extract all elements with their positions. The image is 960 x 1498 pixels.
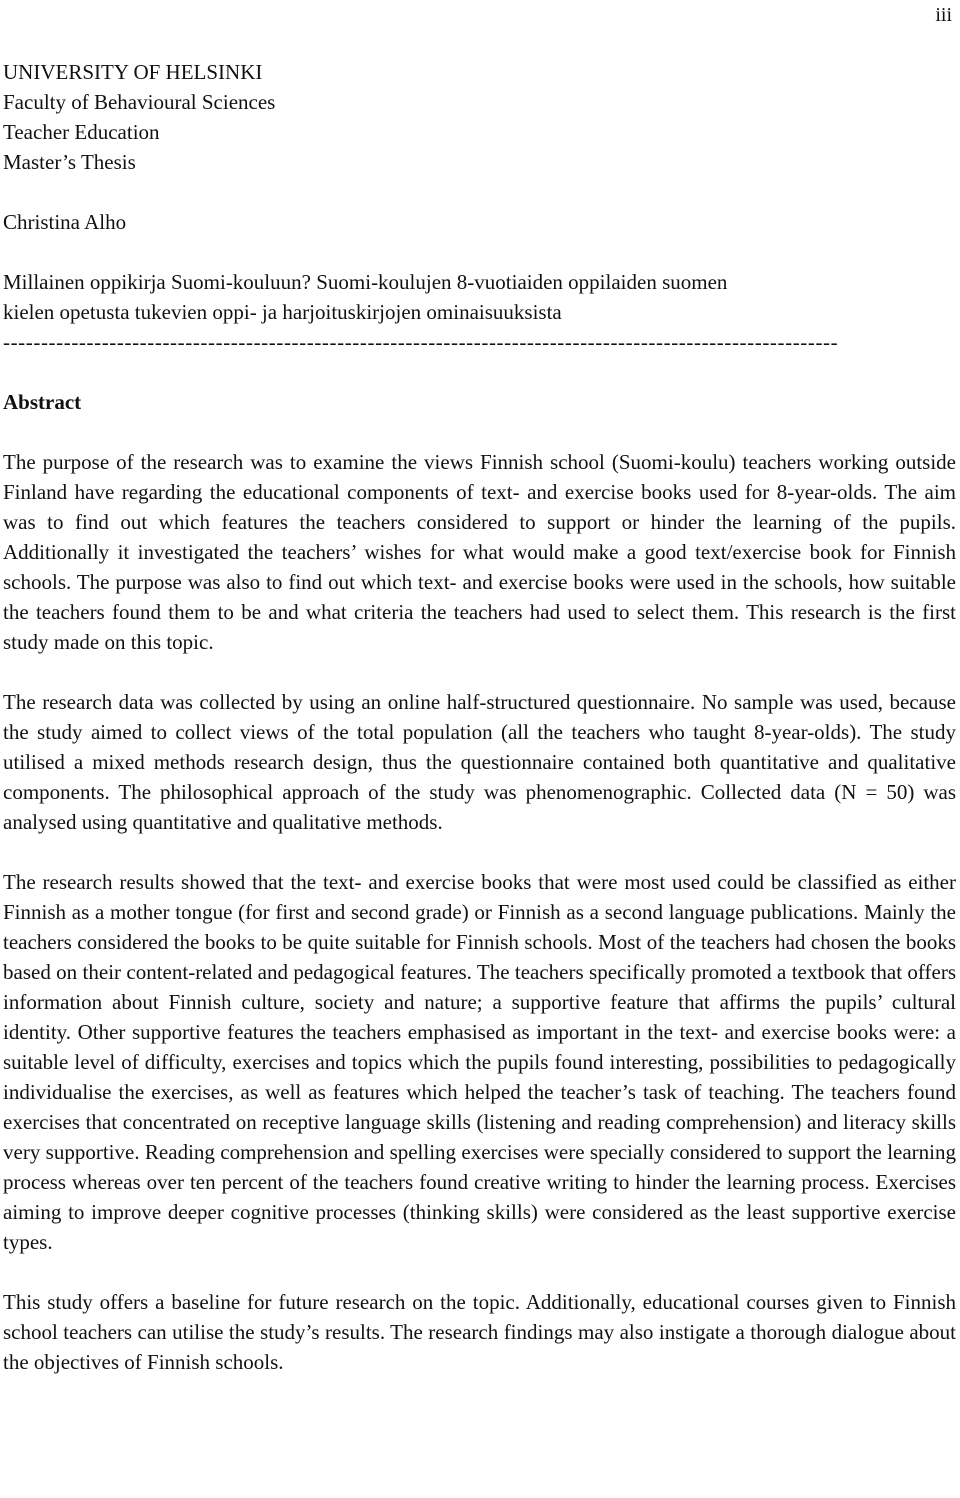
spacer [3,657,956,687]
spacer [3,177,956,207]
thesis-title-line-1: Millainen oppikirja Suomi-kouluun? Suomi-koulujen 8-vuotiaiden oppilaiden suomen [3,270,728,294]
spacer [3,237,956,267]
spacer [3,417,956,447]
spacer [3,837,956,867]
abstract-heading: Abstract [3,390,82,414]
dashed-divider: -------------------------------------------------------------------------------------------------------------- [3,330,839,354]
faculty-name: Faculty of Behavioural Sciences [3,90,276,114]
page-number: iii [935,4,952,26]
abstract-paragraph-purpose: The purpose of the research was to examine the views Finnish school (Suomi-koulu) teachers working outside Finland have regarding the educational components of text- and exercise books used for 8-year-olds. The aim was to find out which features the teachers considered to support or hinder the learning of the pupils. Additionally it investigated the teachers’ wishes for what would make a good text/exercise book for Finnish schools. The purpose was also to find out which text- and exercise books were used in the schools, how suitable the teachers found them to be and what criteria the teachers had used to select them. This research is the first study made on this topic. [3,450,956,654]
spacer [3,1257,956,1287]
thesis-title-line-2: kielen opetusta tukevien oppi- ja harjoituskirjojen ominaisuuksista [3,300,562,324]
abstract-paragraph-method: The research data was collected by using an online half-structured questionnaire. No sample was used, because the study aimed to collect views of the total population (all the teachers who taught 8-year-olds). The study utilised a mixed methods research design, thus the questionnaire contained both quantitative and qualitative components. The philosophical approach of the study was phenomenographic. Collected data (N = 50) was analysed using quantitative and qualitative methods. [3,690,956,834]
author-name: Christina Alho [3,210,127,234]
abstract-page [3,57,956,1377]
abstract-paragraph-results: The research results showed that the text- and exercise books that were most used could be classified as either Finnish as a mother tongue (for first and second grade) or Finnish as a second language publications. Mainly the teachers considered the books to be quite suitable for Finnish schools. Most of the teachers had chosen the books based on their content-related and pedagogical features. The teachers specifically promoted a textbook that offers information about Finnish culture, society and nature; a supportive feature that affirms the pupils’ cultural identity. Other supportive features the teachers emphasised as important in the text- and exercise books were: a suitable level of difficulty, exercises and topics which the pupils found interesting, possibilities to pedagogically individualise the exercises, as well as features which helped the teacher’s task of teaching. The teachers found exercises that concentrated on receptive language skills (listening and reading comprehension) and literacy skills very supportive. Reading comprehension and spelling exercises were specially considered to support the learning process whereas over ten percent of the teachers found creative writing to hinder the learning process. Exercises aiming to improve deeper cognitive processes (thinking skills) were considered as the least supportive exercise types. [3,870,956,1254]
abstract-paragraph-conclusion: This study offers a baseline for future research on the topic. Additionally, educational courses given to Finnish school teachers can utilise the study’s results. The research findings may also instigate a thorough dialogue about the objectives of Finnish schools. [3,1290,956,1374]
university-name: UNIVERSITY OF HELSINKI [3,60,263,84]
department-name: Teacher Education [3,120,160,144]
spacer [3,357,956,387]
thesis-type: Master’s Thesis [3,150,136,174]
